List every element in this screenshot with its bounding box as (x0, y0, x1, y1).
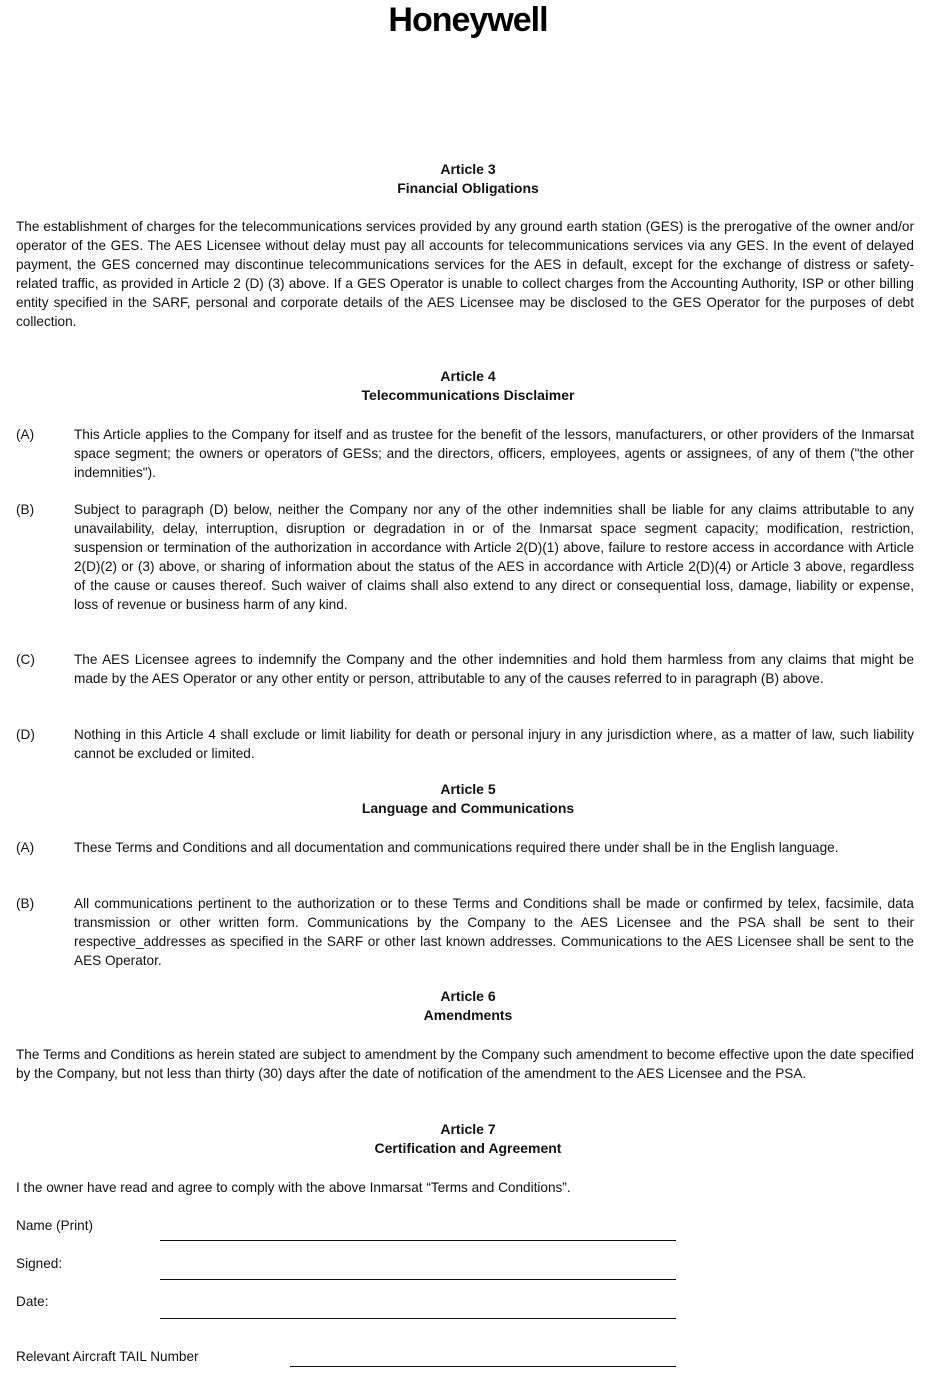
name-print-label: Name (Print) (16, 1218, 94, 1233)
item-label: (B) (16, 502, 35, 517)
item-text: This Article applies to the Company for itself and as trustee for the benefit of the lessors, manufacturers, or other providers of the Inmarsat space segment; the owners or operators of GESs; and the directors, officers, employees, agents or assignees, of any of them ("the other indemnities"). (74, 427, 914, 480)
article-3-text: The establishment of charges for the telecommunications services provided by any ground earth station (GES) is the prerogative of the owner and/or operator of the GES. The AES Licensee without delay must pay all accounts for telecommunications services via any GES. In the event of delayed payment, the GES concerned may discontinue telecommunications services for the AES in default, except for the exchange of distress or safety-related traffic, as provided in Article 2 (D) (3) above. If a GES Operator is unable to collect charges from the Accounting Authority, ISP or other billing entity specified in the SARF, personal and corporate details of the AES Licensee may be disclosed to the GES Operator for the purposes of debt collection. (16, 219, 914, 329)
item-text: Nothing in this Article 4 shall exclude or limit liability for death or personal injury in any jurisdiction where, as a matter of law, such liability cannot be excluded or limited. (74, 727, 914, 761)
article-6-title: Article 6 (440, 988, 496, 1004)
article-5-subtitle: Language and Communications (361, 800, 575, 816)
item-label: (D) (16, 727, 35, 742)
item-text: These Terms and Conditions and all documentation and communications required there under shall be in the English language. (74, 840, 839, 855)
item-label: (B) (16, 896, 35, 911)
article-7-subtitle: Certification and Agreement (374, 1140, 562, 1156)
article-3-title: Article 3 (440, 161, 496, 177)
signed-label: Signed: (16, 1256, 63, 1271)
date-line[interactable] (160, 1318, 676, 1319)
article-6-text: The Terms and Conditions as herein stated are subject to amendment by the Company such amendment to become effective upon the date specified by the Company, but not less than thirty (30) days after the date of notification of the amendment to the AES Licensee and the PSA. (16, 1047, 914, 1081)
article-7-text: I the owner have read and agree to comply with the above Inmarsat “Terms and Conditions”. (16, 1180, 571, 1195)
name-print-line[interactable] (160, 1240, 676, 1241)
date-label: Date: (16, 1294, 49, 1309)
article-3-subtitle: Financial Obligations (397, 180, 539, 196)
item-label: (C) (16, 652, 35, 667)
tail-number-label: Relevant Aircraft TAIL Number (16, 1349, 199, 1364)
item-text: Subject to paragraph (D) below, neither the Company nor any of the other indemnities shall be liable for any claims attributable to any unavailability, delay, interruption, disruption or degradation in or of the Inmarsat space segment capacity; modification, restriction, suspension or termination of the authorization in accordance with Article 2(D)(1) above, failure to restore access in accordance with Article 2(D)(2) or (3) above, or sharing of information about the status of the AES in accordance with Article 2(D)(4) or Article 3 above, regardless of the cause or causes thereof. Such waiver of claims shall also extend to any direct or consequential loss, damage, liability or expense, loss of revenue or business harm of any kind. (74, 502, 914, 612)
item-text: The AES Licensee agrees to indemnify the Company and the other indemnities and hold them harmless from any claims that might be made by the AES Operator or any other entity or person, attributable to any of the causes referred to in paragraph (B) above. (74, 652, 914, 686)
item-text: All communications pertinent to the authorization or to these Terms and Conditions shall be made or confirmed by telex, facsimile, data transmission or other written form. Communications by the Company to the AES Licensee and the PSA shall be sent to their respective_addresses as specified in the SARF or other last known addresses. Communications to the AES Licensee shall be sent to the AES Operator. (74, 896, 914, 968)
article-4-title: Article 4 (440, 368, 496, 384)
article-6-subtitle: Amendments (423, 1007, 513, 1023)
item-label: (A) (16, 427, 35, 442)
tail-number-line[interactable] (290, 1366, 676, 1367)
article-4-subtitle: Telecommunications Disclaimer (361, 387, 575, 403)
signed-line[interactable] (160, 1279, 676, 1280)
article-7-title: Article 7 (440, 1121, 496, 1137)
honeywell-logo: Honeywell (388, 1, 548, 39)
article-5-title: Article 5 (440, 781, 496, 797)
item-label: (A) (16, 840, 35, 855)
